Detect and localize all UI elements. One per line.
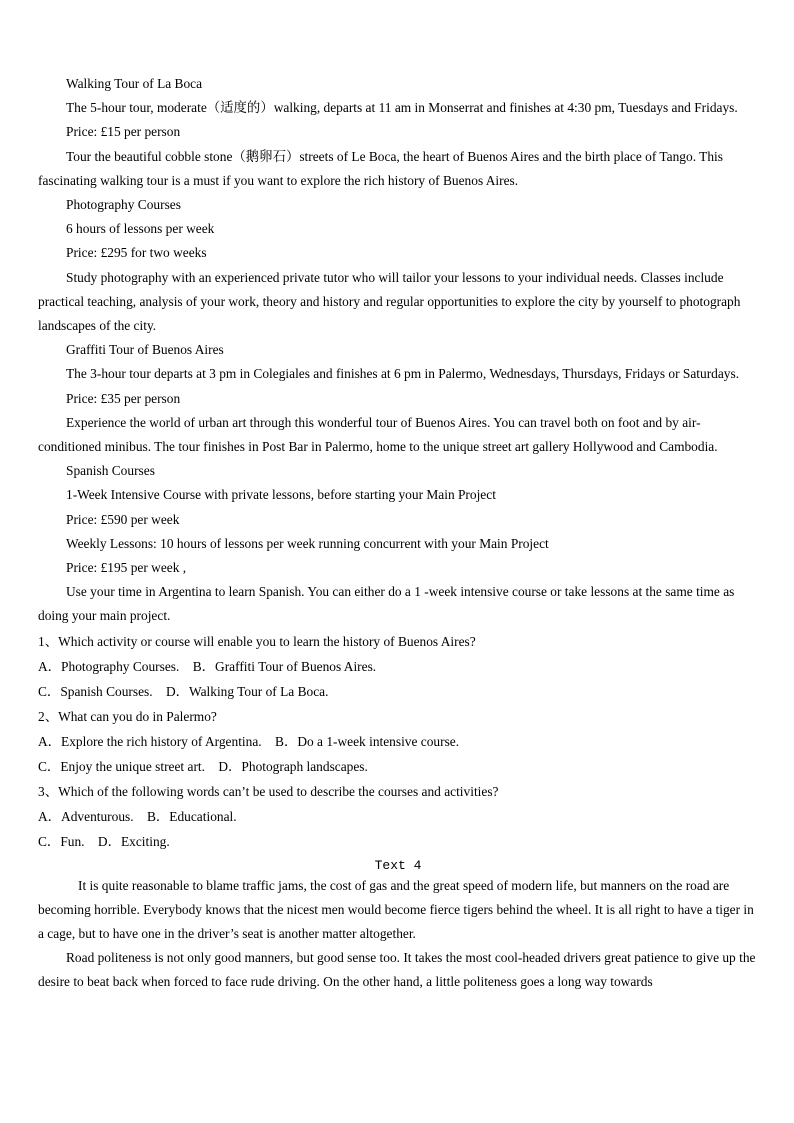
passage-3 (38, 72, 758, 629)
document-page (38, 72, 758, 995)
paragraph: Experience the world of urban art through this wonderful tour of Buenos Aires. You can travel both on foot and by air-conditioned minibus. The tour finishes in Post Bar in Palermo, home to the unique street art gallery Hollywood and Cambodia. (38, 414, 718, 455)
paragraph: Study photography with an experienced private tutor who will tailor your lessons to your individual needs. Classes include practical teaching, analysis of your work, theory and history and regular opportunities to explore the city by yourself to photograph landscapes of the city. (38, 269, 741, 334)
paragraph: Tour the beautiful cobble stone（鹅卵石）streets of Le Boca, the heart of Buenos Aires and the birth place of Tango. This fascinating walking tour is a must if you want to explore the rich history of Buenos Aires. (38, 148, 723, 188)
paragraph: 6 hours of lessons per week (66, 221, 215, 237)
question-options: A．Photography Courses. B．Graffiti Tour of Buenos Aires. (38, 658, 377, 674)
price: Price: £590 per week (66, 511, 180, 527)
price: Price: £195 per week , (66, 560, 187, 576)
paragraph: 1-Week Intensive Course with private lessons, before starting your Main Project (66, 487, 496, 503)
text-4 (38, 858, 758, 995)
paragraph: The 5-hour tour, moderate（适度的）walking, departs at 11 am in Monserrat and finishes at 4:30 pm, Tuesdays and Fridays. (66, 100, 738, 116)
paragraph: Weekly Lessons: 10 hours of lessons per week running concurrent with your Main Project (66, 535, 549, 551)
paragraph: Road politeness is not only good manners, but good sense too. It takes the most cool-headed drivers great patience to give up the desire to beat back when forced to face rude driving. On the other hand, a little politeness goes a long way towards (38, 950, 756, 990)
text-4-heading: Text 4 (374, 857, 422, 873)
question-options: C．Spanish Courses. D．Walking Tour of La Boca. (38, 683, 329, 699)
paragraph: The 3-hour tour departs at 3 pm in Colegiales and finishes at 6 pm in Palermo, Wednesdays, Thursdays, Fridays or Saturdays. (66, 366, 740, 382)
question-options: C．Enjoy the unique street art. D．Photograph landscapes. (38, 758, 368, 774)
price: Price: £295 for two weeks (66, 245, 207, 261)
price: Price: £15 per person (66, 124, 181, 140)
paragraph: Use your time in Argentina to learn Spanish. You can either do a 1 -week intensive course or take lessons at the same time as doing your main project. (38, 584, 735, 624)
question-options: A．Adventurous. B．Educational. (38, 808, 237, 824)
question-stem: 1、Which activity or course will enable you to learn the history of Buenos Aires? (38, 633, 476, 649)
section-title: Walking Tour of La Boca (66, 76, 203, 91)
price: Price: £35 per person (66, 390, 181, 406)
section-title: Graffiti Tour of Buenos Aires (66, 342, 224, 358)
question-options: A．Explore the rich history of Argentina. B．Do a 1-week intensive course. (38, 733, 460, 749)
section-title: Spanish Courses (66, 463, 155, 479)
section-title: Photography Courses (66, 197, 181, 213)
paragraph: It is quite reasonable to blame traffic jams, the cost of gas and the great speed of modern life, but manners on the road are becoming horrible. Everybody knows that the nicest men would become fierce tigers behind the wheel. It is all right to have a tiger in a cage, but to have one in the driver’s seat is another matter altogether. (38, 877, 754, 942)
question-stem: 2、What can you do in Palermo? (38, 708, 217, 724)
question-options: C．Fun. D．Exciting. (38, 833, 170, 849)
questions (38, 629, 758, 854)
question-stem: 3、Which of the following words can’t be used to describe the courses and activities? (38, 783, 499, 799)
